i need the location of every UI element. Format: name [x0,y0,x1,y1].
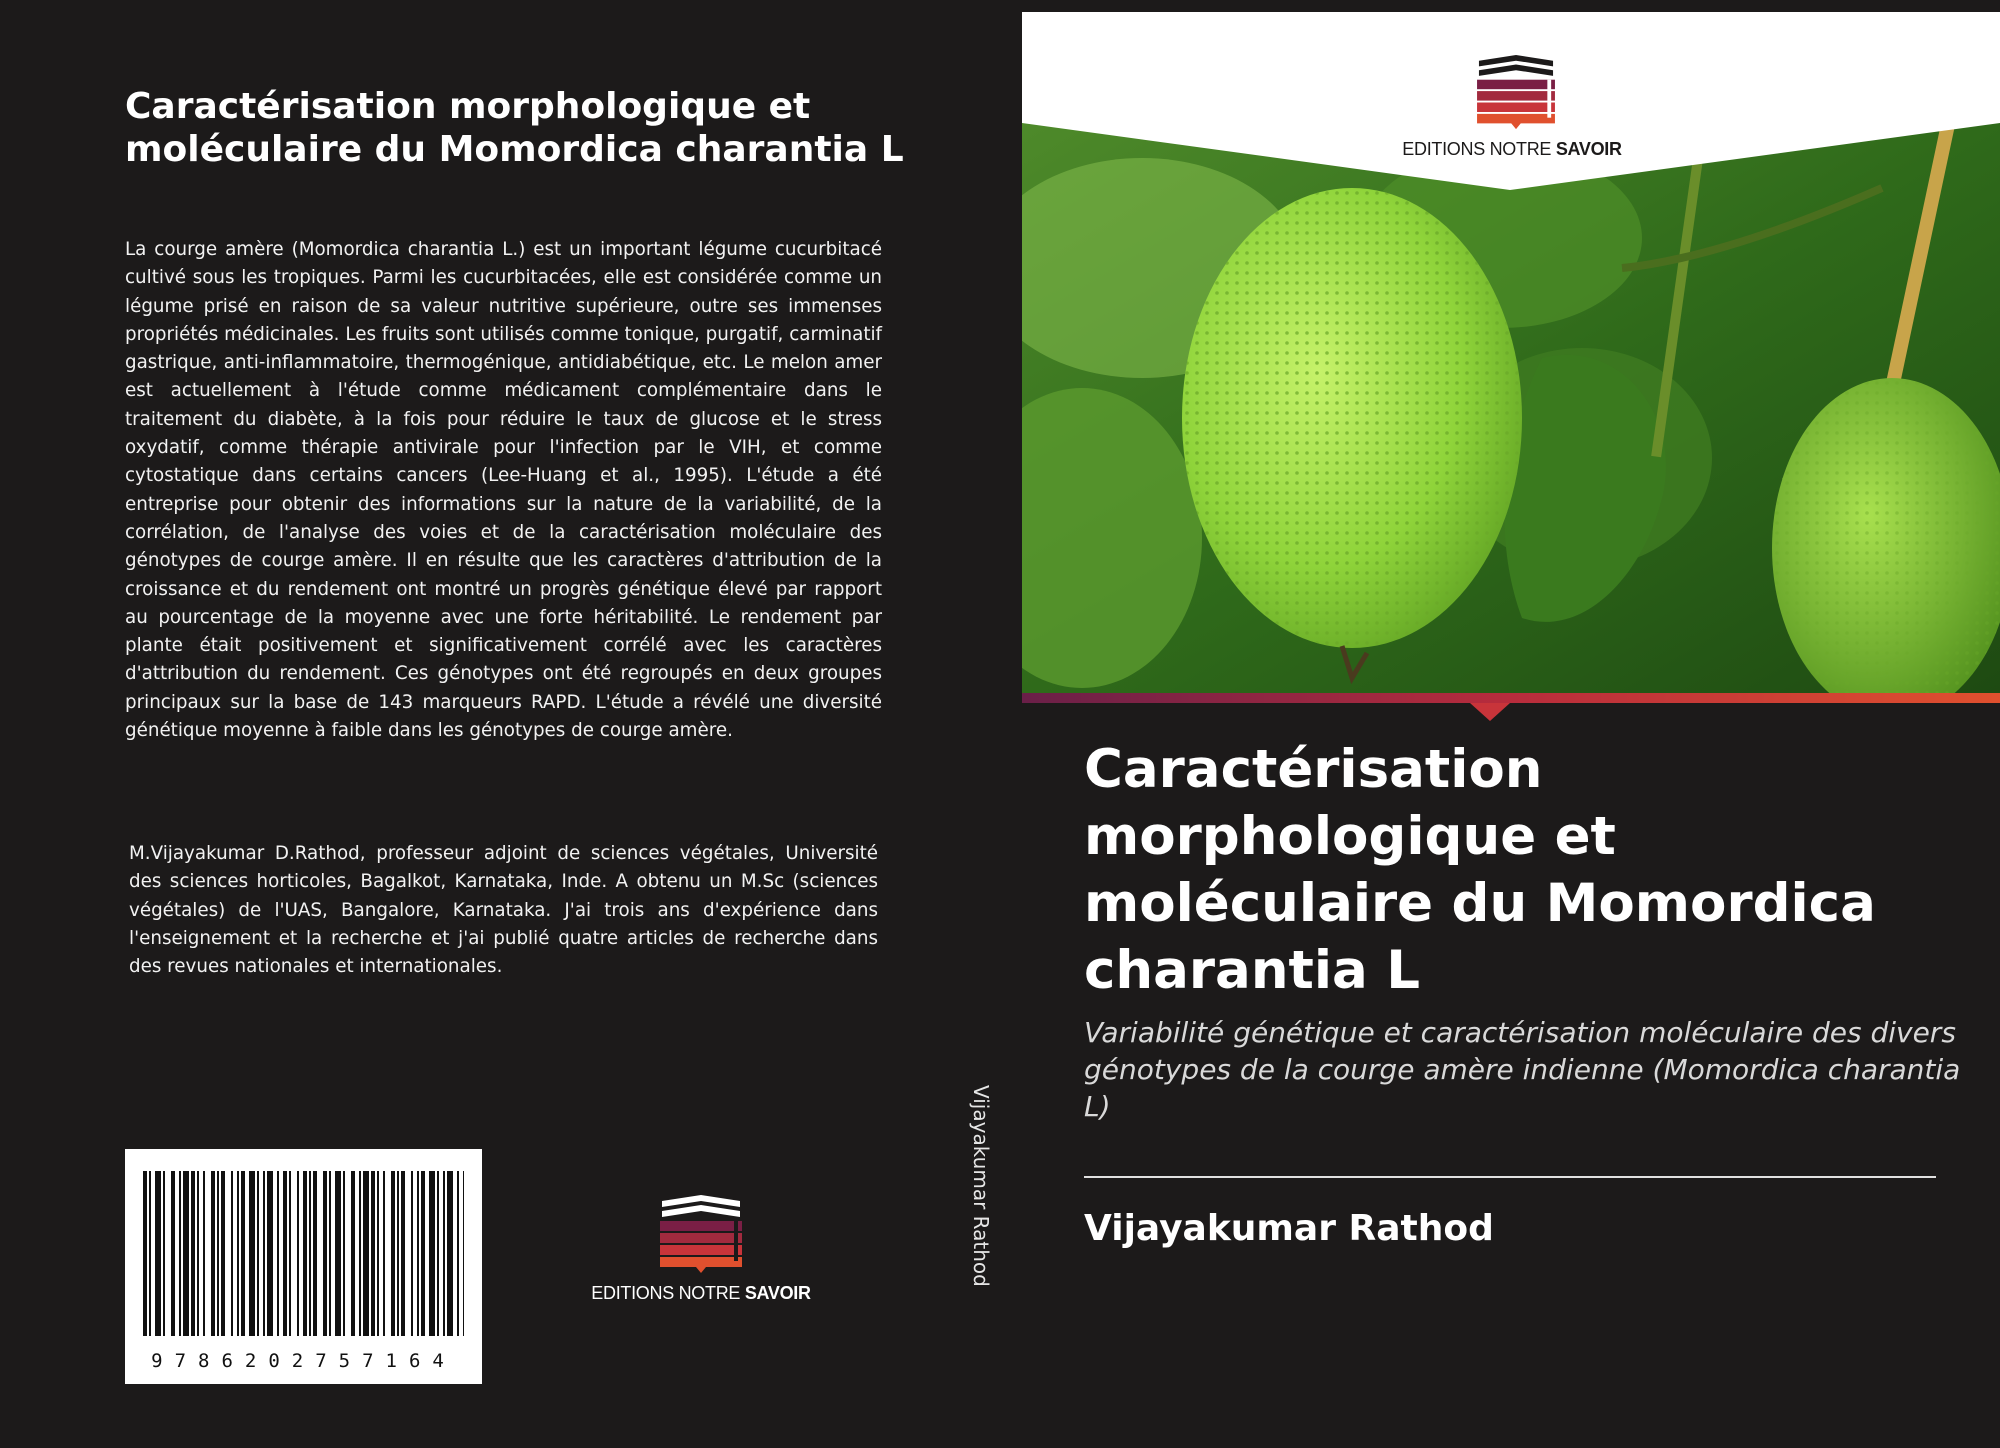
barcode-bar [463,1171,464,1336]
barcode-bar [277,1171,279,1336]
book-stack-logo-icon [656,1195,746,1275]
barcode-bar [267,1171,273,1336]
front-cover-title: Caractérisation morphologique et moléculaire du Momordica charantia L [1084,739,1876,1001]
barcode-bar [249,1171,255,1336]
isbn-barcode [125,1149,482,1384]
front-cover [1022,0,2000,1448]
barcode-bar [447,1171,453,1336]
barcode-bar [203,1171,205,1336]
barcode-bar [241,1171,245,1336]
barcode-bar [163,1171,165,1336]
author-bio: M.Vijayakumar D.Rathod, professeur adjoint de sciences végétales, Université des sciences horticoles, Bagalkot, Karnataka, Inde. A obtenu un M.Sc (sciences végétales) de l'UAS, Bangalore, Karnataka. J'ai trois ans d'expérience dans l'enseignement et la recherche et j'ai publié quatre articles de recherche dans des revues nationales et internationales. [129,843,878,978]
front-cover-author: Vijayakumar Rathod [1084,1208,1494,1249]
barcode-bar [383,1171,385,1336]
barcode-bar [309,1171,311,1336]
barcode-bar [155,1171,161,1336]
publisher-logo-back [590,1195,812,1315]
barcode-bar [221,1171,225,1336]
barcode-bar [323,1171,327,1336]
front-cover-subtitle: Variabilité génétique et caractérisation moléculaire des divers génotypes de la courge amère indienne (Momordica charantia L) [1084,1016,1961,1123]
barcode-bar [263,1171,265,1336]
barcode-bar [237,1171,239,1336]
barcode-bar [217,1171,219,1336]
publisher-name-back: EDITIONS NOTRE SAVOIR [591,1283,811,1303]
barcode-bar [231,1171,233,1336]
barcode-bar [391,1171,395,1336]
barcode-bar [313,1171,317,1336]
barcode-bar [329,1171,331,1336]
barcode-bar [343,1171,345,1336]
barcode-bar [191,1171,195,1336]
barcode-bar [289,1171,291,1336]
barcode-bar [351,1171,355,1336]
barcode-bar [297,1171,299,1336]
barcode-bar [197,1171,199,1336]
barcode-icon [143,1171,464,1336]
spine-author: Vijayakumar Rathod [969,1085,993,1287]
back-cover-title: Caractérisation morphologique et moléculaire du Momordica charantia L [125,86,904,170]
barcode-bar [211,1171,215,1336]
barcode-bar [401,1171,405,1336]
barcode-bar [303,1171,307,1336]
publisher-logo-front [1362,55,1662,165]
barcode-bar [143,1171,147,1336]
accent-band [1022,693,2000,723]
barcode-bar [149,1171,151,1336]
barcode-bar [371,1171,375,1336]
barcode-bar [257,1171,259,1336]
barcode-bar [421,1171,425,1336]
bitter-gourd-fruit-photo [1022,118,2000,695]
barcode-bar [179,1171,181,1336]
book-stack-logo-icon [1470,55,1562,131]
barcode-bar [377,1171,379,1336]
barcode-bar [437,1171,439,1336]
spine [962,0,1022,1448]
barcode-bar [183,1171,189,1336]
barcode-bar [171,1171,175,1336]
publisher-name-front: EDITIONS NOTRE SAVOIR [1402,139,1622,159]
divider [1084,1176,1936,1178]
barcode-bar [417,1171,419,1336]
barcode-bar [443,1171,445,1336]
isbn-digits: 9786202757164 [151,1350,456,1372]
barcode-bar [411,1171,413,1336]
barcode-bar [335,1171,341,1336]
barcode-bar [429,1171,435,1336]
barcode-bar [359,1171,361,1336]
back-cover-abstract: La courge amère (Momordica charantia L.) est un important légume cucurbitacé cultivé sous les tropiques. Parmi les cucurbitacées, elle est considérée comme un légume prisé en raison de sa valeur nutritive supérieure, outre ses immenses propriétés médicinales. Les fruits sont utilisés comme tonique, purgatif, carminatif gastrique, anti-inflammatoire, thermogénique, antidiabétique, etc. Le melon amer est actuellement à l'étude comme médicament complémentaire dans le traitement du diabète, à la fois pour réduire le taux de glucose et le stress oxydatif, comme thérapie antivirale pour l'infection par le VIH, et comme cytostatique dans certains cancers (Lee-Huang et al., 1995). L'étude a été entreprise pour obtenir des informations sur la nature de la variabilité, de la corrélation, de l'analyse des voies et de la caractérisation moléculaire des génotypes de courge amère. Il en résulte que les caractères d'attribution de la croissance et du rendement ont montré un progrès génétique élevé par rapport au pourcentage de la moyenne avec une forte héritabilité. Le rendement par plante était positivement et significativement corrélé avec les caractères d'attribution du rendement. Ces génotypes ont été regroupés en deux groupes principaux sur la base de 143 marqueurs RAPD. L'étude a révélé une diversité génétique moyenne à faible dans les génotypes de courge amère. [125,239,882,742]
barcode-bar [397,1171,399,1336]
barcode-bar [283,1171,287,1336]
barcode-bar [363,1171,369,1336]
barcode-bar [457,1171,459,1336]
